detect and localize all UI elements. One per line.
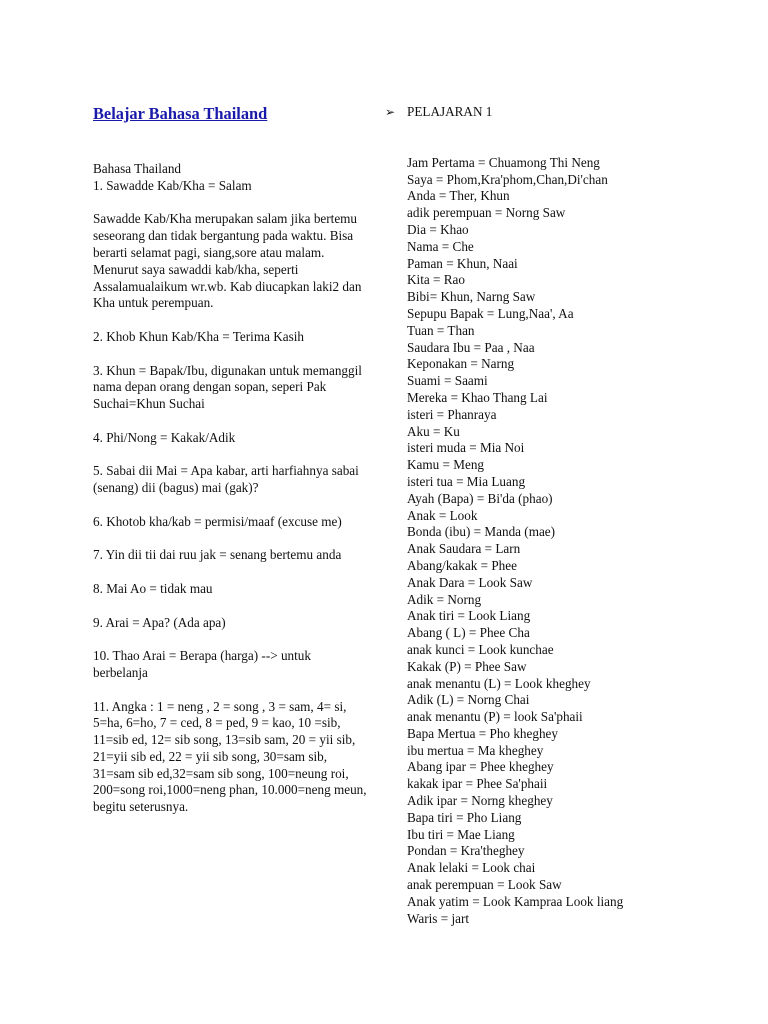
vocab-item: Adik ipar = Norng kheghey	[407, 793, 553, 809]
vocab-item: Abang/kakak = Phee	[407, 557, 517, 573]
paragraph: 10. Thao Arai = Berapa (harga) --> untuk berbelanja	[93, 648, 311, 680]
vocab-item: Saudara Ibu = Paa , Naa	[407, 339, 535, 355]
vocab-item: anak kunci = Look kunchae	[407, 641, 554, 657]
vocab-item: Anak lelaki = Look chai	[407, 860, 536, 876]
paragraph: 3. Khun = Bapak/Ibu, digunakan untuk memanggil nama depan orang dengan sopan, seperi Pak Suchai=Khun Suchai	[93, 362, 362, 412]
vocab-item: Anda = Ther, Khun	[407, 188, 510, 204]
vocab-item: Sepupu Bapak = Lung,Naa', Aa	[407, 305, 574, 321]
paragraph-list	[93, 211, 368, 816]
vocab-item: Anak = Look	[407, 507, 478, 523]
paragraph: 9. Arai = Apa? (Ada apa)	[93, 614, 226, 630]
paragraph: 11. Angka : 1 = neng , 2 = song , 3 = sam, 4= si, 5=ha, 6=ho, 7 = ced, 8 = ped, 9 = kao, 10 =sib, 11=sib ed, 12= sib song, 13=sib sam, 20 = yii sib, 21=yii sib ed, 22 = yii sib song, 30=sam sib, 31=sam sib ed,32=sam sib song, 100=neung roi, 200=song roi,1000=neng phan, 10.000=neng meun, begitu seterusnya.	[93, 698, 367, 815]
vocab-item: isteri muda = Mia Noi	[407, 440, 525, 456]
subtitle: Bahasa Thailand	[93, 161, 182, 176]
vocab-item: Anak Dara = Look Saw	[407, 574, 533, 590]
vocab-item: Kita = Rao	[407, 272, 465, 288]
paragraph: Sawadde Kab/Kha merupakan salam jika bertemu seseorang dan tidak bergantung pada waktu. Bisa berarti selamat pagi, siang,sore atau malam. Menurut saya sawaddi kab/kha, seperti Assalamualaikum wr.wb. Kab diucapkan laki2 dan Kha untuk perempuan.	[93, 211, 362, 311]
paragraph: 6. Khotob kha/kab = permisi/maaf (excuse me)	[93, 513, 342, 529]
vocab-item: Nama = Che	[407, 238, 474, 254]
vocab-item: Ibu tiri = Mae Liang	[407, 826, 515, 842]
vocab-item: Ayah (Bapa) = Bi'da (phao)	[407, 490, 553, 506]
vocab-item: Kamu = Meng	[407, 457, 485, 473]
vocab-item: Anak tiri = Look Liang	[407, 608, 531, 624]
vocab-item: Mereka = Khao Thang Lai	[407, 389, 548, 405]
vocab-item: Abang ipar = Phee kheghey	[407, 759, 554, 775]
vocab-item: Pondan = Kra'theghey	[407, 843, 525, 859]
paragraph: 7. Yin dii tii dai ruu jak = senang bertemu anda	[93, 547, 342, 563]
vocab-item: Bapa tiri = Pho Liang	[407, 809, 522, 825]
vocab-item: anak menantu (L) = Look kheghey	[407, 675, 591, 691]
vocab-item: adik perempuan = Norng Saw	[407, 205, 566, 221]
vocab-item: Paman = Khun, Naai	[407, 255, 518, 271]
vocab-item: Abang ( L) = Phee Cha	[407, 625, 530, 641]
vocab-item: ibu mertua = Ma kheghey	[407, 742, 544, 758]
document-title[interactable]: Belajar Bahasa Thailand	[93, 104, 268, 123]
vocab-item: isteri = Phanraya	[407, 406, 497, 422]
vocab-item: Bapa Mertua = Pho kheghey	[407, 725, 558, 741]
vocab-item: Aku = Ku	[407, 423, 460, 439]
paragraph: 2. Khob Khun Kab/Kha = Terima Kasih	[93, 328, 305, 344]
vocab-item: Anak yatim = Look Kampraa Look liang	[407, 893, 624, 909]
vocab-item: Jam Pertama = Chuamong Thi Neng	[407, 154, 600, 170]
vocab-item: Waris = jart	[407, 910, 470, 926]
vocab-item: Suami = Saami	[407, 373, 488, 389]
vocab-item: anak menantu (P) = look Sa'phaii	[407, 709, 583, 725]
lesson-heading-text: PELAJARAN 1	[407, 104, 493, 119]
vocab-list	[385, 155, 755, 928]
paragraph: 4. Phi/Nong = Kakak/Adik	[93, 429, 236, 445]
vocab-item: Bibi= Khun, Narng Saw	[407, 289, 536, 305]
vocab-item: Anak Saudara = Larn	[407, 541, 521, 557]
paragraph: 5. Sabai dii Mai = Apa kabar, arti harfiahnya sabai (senang) dii (bagus) mai (gak)?	[93, 463, 359, 496]
vocab-item: anak perempuan = Look Saw	[407, 877, 562, 893]
vocab-item: Keponakan = Narng	[407, 356, 515, 372]
lesson-heading	[385, 104, 755, 121]
vocab-item: Saya = Phom,Kra'phom,Chan,Di'chan	[407, 171, 608, 187]
vocab-item: Tuan = Than	[407, 322, 475, 338]
arrow-bullet-icon: ➢	[385, 105, 396, 120]
vocab-item: isteri tua = Mia Luang	[407, 473, 526, 489]
vocab-item: Kakak (P) = Phee Saw	[407, 658, 527, 674]
first-item: 1. Sawadde Kab/Kha = Salam	[93, 177, 252, 193]
left-column	[93, 104, 368, 816]
vocab-item: Bonda (ibu) = Manda (mae)	[407, 524, 556, 540]
vocab-item: kakak ipar = Phee Sa'phaii	[407, 776, 548, 792]
right-column	[385, 104, 755, 927]
vocab-item: Adik (L) = Norng Chai	[407, 692, 530, 708]
paragraph: 8. Mai Ao = tidak mau	[93, 580, 213, 596]
vocab-item: Adik = Norng	[407, 591, 482, 607]
vocab-item: Dia = Khao	[407, 221, 469, 237]
